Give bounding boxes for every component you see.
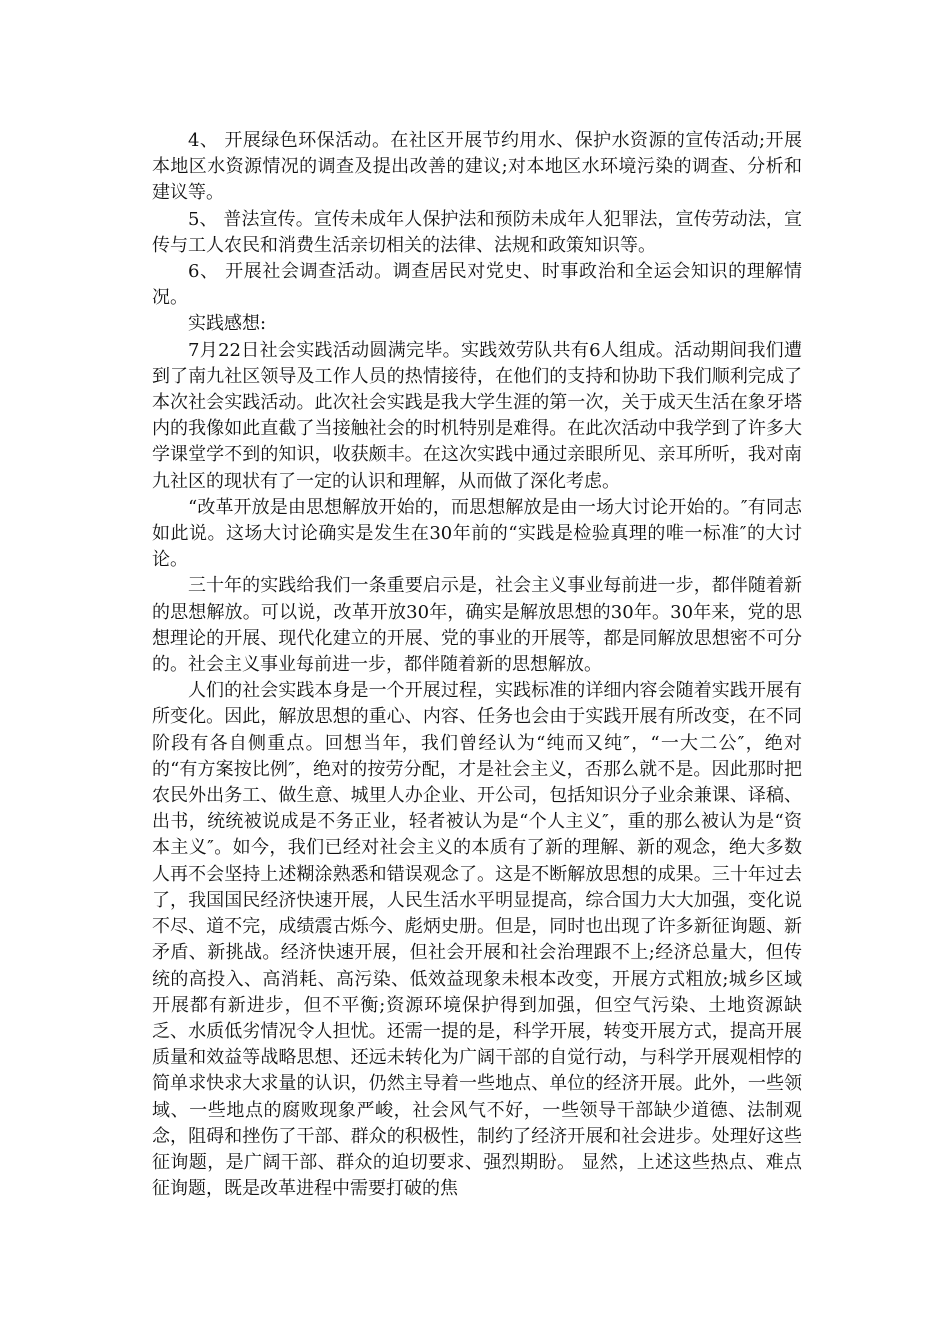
document-body bbox=[152, 128, 802, 1202]
paragraph-activity-6: 6、 开展社会调查活动。调查居民对党史、时事政治和全运会知识的理解情况。 bbox=[152, 261, 802, 309]
paragraph-thirty-years: 三十年的实践给我们一条重要启示是，社会主义事业每前进一步，都伴随着新的思想解放。可以说，改革开放30年，确实是解放思想的30年。30年来，党的思想理论的开展、现代化建立的开展、党的事业的开展等，都是同解放思想密不可分的。社会主义事业每前进一步，都伴随着新的思想解放。 bbox=[152, 575, 802, 676]
paragraph-activity-5: 5、 普法宣传。宣传未成年人保护法和预防未成年人犯罪法，宣传劳动法，宣传与工人农民和消费生活亲切相关的法律、法规和政策知识等。 bbox=[152, 208, 802, 256]
section-heading-reflection: 实践感想: bbox=[188, 313, 267, 335]
paragraph-social-practice: 人们的社会实践本身是一个开展过程，实践标准的详细内容会随着实践开展有所变化。因此，解放思想的重心、内容、任务也会由于实践开展有所改变，在不同阶段有各自侧重点。回想当年，我们曾经认为“纯而又纯″，“一大二公″，绝对的“有方案按比例″，绝对的按劳分配，才是社会主义，否那么就不是。因此那时把农民外出务工、做生意、城里人办企业、开公司，包括知识分子业余兼课、译稿、出书，统统被说成是不务正业，轻者被认为是“个人主义″，重的那么被认为是“资本主义″。如今，我们已经对社会主义的本质有了新的理解、新的观念，绝大多数人再不会坚持上述糊涂熟悉和错误观念了。这是不断解放思想的成果。三十年过去了，我国国民经济快速开展，人民生活水平明显提高，综合国力大大加强，变化说不尽、道不完，成绩震古烁今、彪炳史册。但是，同时也出现了许多新征询题、新矛盾、新挑战。经济快速开展，但社会开展和社会治理跟不上;经济总量大，但传统的高投入、高消耗、高污染、低效益现象未根本改变，开展方式粗放;城乡区域开展都有新进步，但不平衡;资源环境保护得到加强，但空气污染、土地资源缺乏、水质低劣情况令人担忧。还需一提的是，科学开展，转变开展方式，提高开展质量和效益等战略思想、还远未转化为广阔干部的自觉行动，与科学开展观相悖的简单求快求大求量的认识，仍然主导着一些地点、单位的经济开展。此外，一些领域、一些地点的腐败现象严峻，社会风气不好，一些领导干部缺少道德、法制观念，阻碍和挫伤了干部、群众的积极性，制约了经济开展和社会进步。处理好这些征询题，是广阔干部、群众的迫切要求、强烈期盼。 显然，上述这些热点、难点征询题，既是改革进程中需要打破的焦 bbox=[152, 680, 802, 1200]
paragraph-quote: “改革开放是由思想解放开始的，而思想解放是由一场大讨论开始的。″有同志如此说。这场大讨论确实是发生在30年前的“实践是检验真理的唯一标准″的大讨论。 bbox=[152, 496, 802, 571]
paragraph-activity-4: 4、 开展绿色环保活动。在社区开展节约用水、保护水资源的宣传活动;开展本地区水资源情况的调查及提出改善的建议;对本地区水环境污染的调查、分析和建议等。 bbox=[152, 130, 802, 204]
paragraph-summary: 7月22日社会实践活动圆满完毕。实践效劳队共有6人组成。活动期间我们遭到了南九社区领导及工作人员的热情接待，在他们的支持和协助下我们顺利完成了本次社会实践活动。此次社会实践是我大学生涯的第一次，关于成天生活在象牙塔内的我像如此直截了当接触社会的时机特别是难得。在此次活动中我学到了许多大学课堂学不到的知识，收获颇丰。在这次实践中通过亲眼所见、亲耳所听，我对南九社区的现状有了一定的认识和理解，从而做了深化考虑。 bbox=[152, 339, 802, 492]
